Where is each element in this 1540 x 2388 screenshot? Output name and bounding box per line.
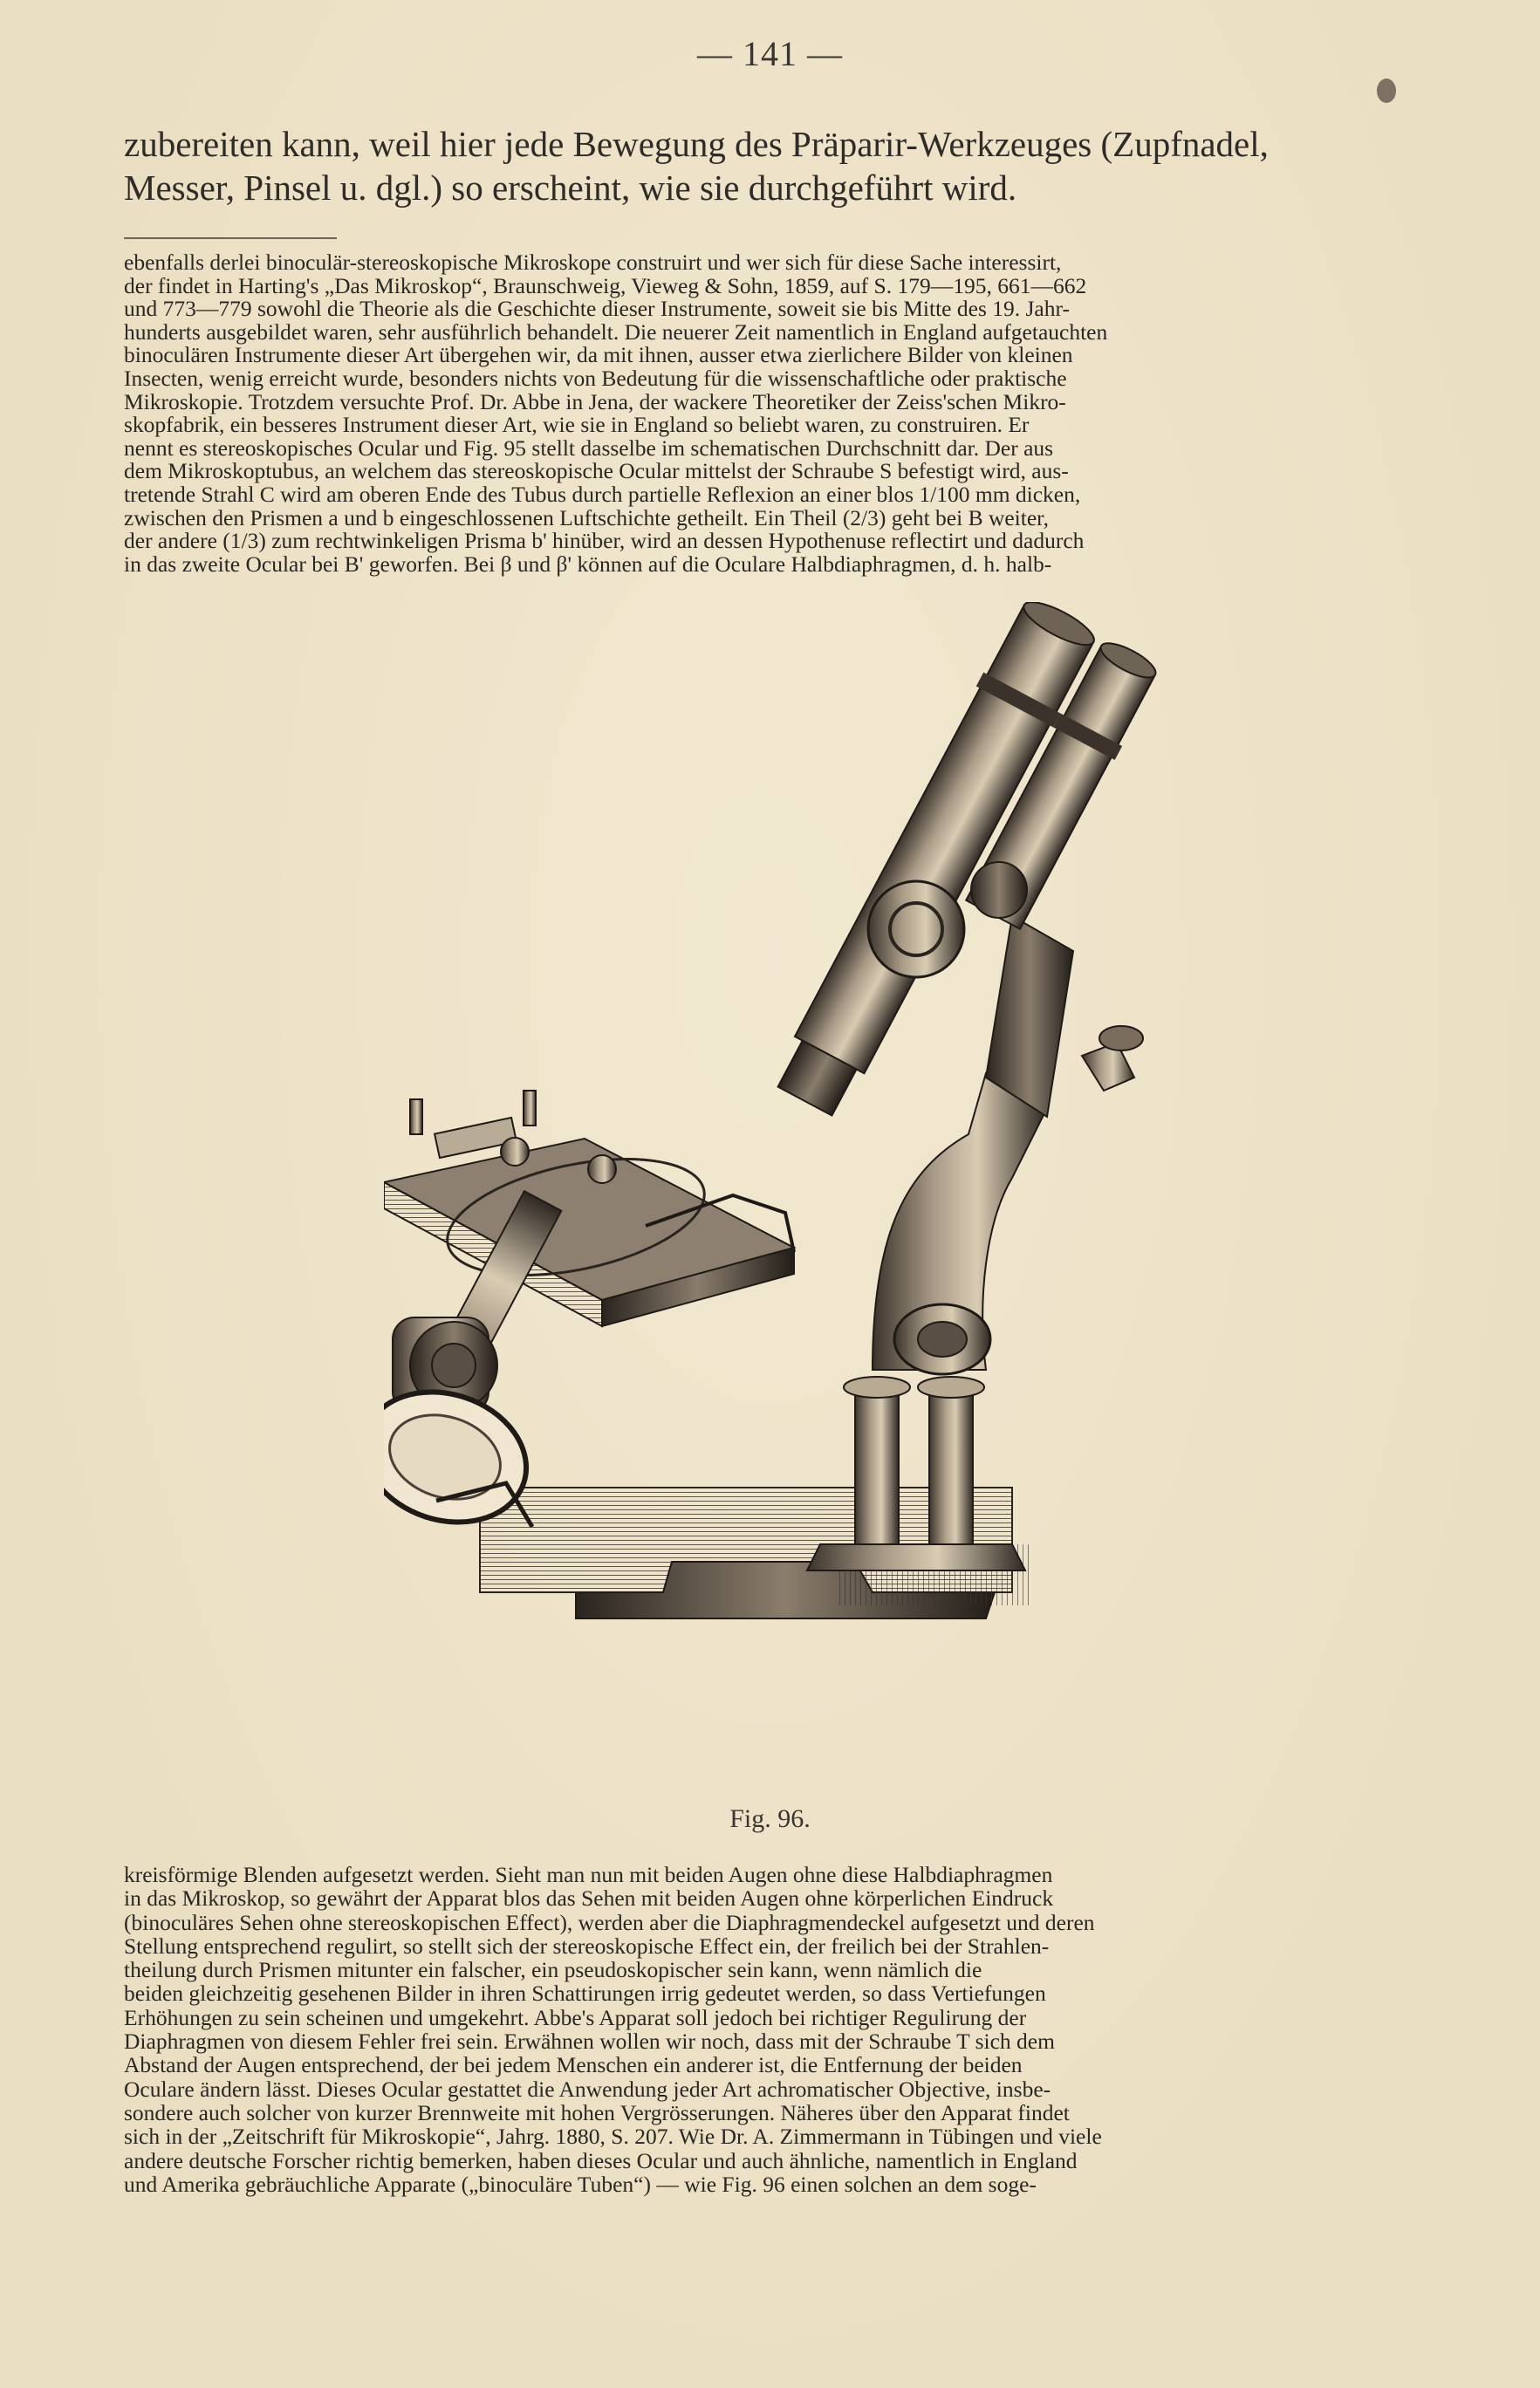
- body-paragraph: [124, 1863, 1416, 2196]
- intro-line-1: zubereiten kann, weil hier jede Bewegung des Präparir-Werkzeuges (Zupfnadel,: [124, 124, 1269, 164]
- footnote-line: dem Mikroskoptubus, an welchem das stereoskopische Ocular mittelst der Schraube S befestigt wird, aus-: [124, 458, 1069, 484]
- body-line: Diaphragmen von diesem Fehler frei sein. Erwähnen wollen wir noch, dass mit der Schraube T sich dem: [124, 2029, 1055, 2055]
- body-line: Erhöhungen zu sein scheinen und umgekehrt. Abbe's Apparat soll jedoch bei richtiger Regulirung der: [124, 2004, 1027, 2030]
- footnote-divider: [124, 237, 337, 239]
- body-line: Abstand der Augen entsprechend, der bei jedem Menschen ein anderer ist, die Entfernung der beiden: [124, 2052, 1023, 2078]
- body-line: theilung durch Prismen mitunter ein falscher, ein pseudoskopischer sein kann, wenn nämlich die: [124, 1957, 982, 1983]
- footnote-line: skopfabrik, ein besseres Instrument dieser Art, wie sie in England so beliebt waren, zu construiren. Er: [124, 412, 1030, 438]
- body-line: und Amerika gebräuchliche Apparate („binoculäre Tuben“) — wie Fig. 96 einen solchen an dem soge-: [124, 2171, 1037, 2197]
- body-line: Oculare ändern lässt. Dieses Ocular gestattet die Anwendung jeder Art achromatischer Objective, insbe-: [124, 2076, 1051, 2102]
- intro-paragraph: [124, 122, 1433, 209]
- microscope-engraving-icon: [384, 602, 1222, 1675]
- footnote-line: tretende Strahl C wird am oberen Ende des Tubus durch partielle Reflexion an einer blos 1/100 mm dicken,: [124, 481, 1081, 507]
- page-number: — 141 —: [697, 34, 843, 73]
- intro-line-2: Messer, Pinsel u. dgl.) so erscheint, wie sie durchgeführt wird.: [124, 168, 1017, 208]
- body-line: kreisförmige Blenden aufgesetzt werden. Sieht man nun mit beiden Augen ohne diese Halbdiaphragmen: [124, 1862, 1053, 1887]
- footnote-line: und 773—779 sowohl die Theorie als die Geschichte dieser Instrumente, soweit sie bis Mitte des 19. Jahr-: [124, 296, 1070, 322]
- footnote-line: Insecten, wenig erreicht wurde, besonders nichts von Bedeutung für die wissenschaftliche oder praktische: [124, 365, 1067, 391]
- footnote-line: hunderts ausgebildet waren, sehr ausführlich behandelt. Die neuerer Zeit namentlich in England aufgetauchten: [124, 318, 1108, 345]
- footnote-line: Mikroskopie. Trotzdem versuchte Prof. Dr. Abbe in Jena, der wackere Theoretiker der Zeiss'schen Mikro-: [124, 388, 1066, 414]
- footnote-line: ebenfalls derlei binoculär-stereoskopische Mikroskope construirt und wer sich für diese Sache interessirt,: [124, 250, 1062, 275]
- footnote-line: binoculären Instrumente dieser Art übergehen wir, da mit ihnen, ausser etwa zierlichere Bilder von kleinen: [124, 342, 1073, 368]
- body-line: Stellung entsprechend regulirt, so stellt sich der stereoskopische Effect ein, der freilich bei der Strahlen-: [124, 1933, 1050, 1959]
- ink-stain: [1377, 79, 1396, 103]
- figure-caption: Fig. 96.: [729, 1804, 811, 1833]
- body-line: in das Mikroskop, so gewährt der Apparat blos das Sehen mit beiden Augen ohne körperlichen Eindruck: [124, 1885, 1054, 1912]
- footnote-paragraph: [124, 251, 1416, 576]
- body-line: beiden gleichzeitig gesehenen Bilder in ihren Schattirungen irrig gedeutet werden, so dass Vertiefungen: [124, 1981, 1046, 2007]
- body-line: sich in der „Zeitschrift für Mikroskopie“, Jahrg. 1880, S. 207. Wie Dr. A. Zimmermann in Tübingen und viele: [124, 2124, 1102, 2150]
- microscope-illustration: [384, 602, 1222, 1675]
- body-line: andere deutsche Forscher richtig bemerken, haben dieses Ocular und auch ähnliche, namentlich in England: [124, 2147, 1078, 2173]
- footnote-line: nennt es stereoskopisches Ocular und Fig. 95 stellt dasselbe im schematischen Durchschnitt dar. Der aus: [124, 434, 1054, 461]
- footnote-line: in das zweite Ocular bei B' geworfen. Bei β und β' können auf die Oculare Halbdiaphragmen, d. h. halb-: [124, 551, 1052, 577]
- body-line: (binoculäres Sehen ohne stereoskopischen Effect), werden aber die Diaphragmendeckel aufgesetzt und deren: [124, 1909, 1095, 1935]
- footnote-line: zwischen den Prismen a und b eingeschlossenen Luftschichte getheilt. Ein Theil (2/3) geht bei B weiter,: [124, 504, 1050, 530]
- footnote-line: der findet in Harting's „Das Mikroskop“, Braunschweig, Vieweg & Sohn, 1859, auf S. 179—195, 661—662: [124, 272, 1087, 298]
- footnote-line: der andere (1/3) zum rechtwinkeligen Prisma b' hinüber, wird an dessen Hypothenuse reflectirt und dadurch: [124, 528, 1085, 554]
- body-line: sondere auch solcher von kurzer Brennweite mit hohen Vergrösserungen. Näheres über den Apparat findet: [124, 2099, 1070, 2125]
